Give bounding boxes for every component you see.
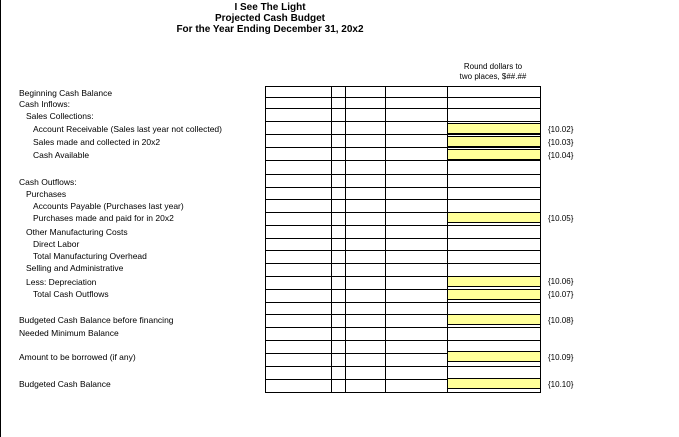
label-needed-minimum-balance: Needed Minimum Balance — [19, 328, 119, 338]
label-total-manufacturing-overhead: Total Manufacturing Overhead — [33, 251, 147, 261]
input-less-depreciation[interactable] — [447, 276, 541, 287]
grid-hline — [265, 121, 541, 122]
grid-hline — [265, 327, 541, 328]
sheet-left-border — [0, 0, 1, 437]
grid-vline — [385, 86, 386, 392]
label-purchases-made-paid: Purchases made and paid for in 20x2 — [33, 213, 174, 223]
ref-10-02: {10.02} — [548, 125, 574, 134]
company-name: I See The Light — [234, 2, 306, 13]
input-total-cash-outflows[interactable] — [447, 289, 541, 300]
report-header — [140, 2, 400, 35]
input-budgeted-cash-balance[interactable] — [447, 378, 541, 389]
grid-hline — [265, 225, 541, 226]
input-amount-borrowed[interactable] — [447, 351, 541, 362]
rounding-note — [448, 62, 538, 82]
label-purchases: Purchases — [26, 189, 67, 199]
label-cash-available: Cash Available — [33, 150, 90, 160]
grid-vline — [345, 86, 346, 392]
grid-hline — [265, 199, 541, 200]
ref-10-03: {10.03} — [548, 138, 574, 147]
rounding-note-line1: Round dollars to — [463, 62, 523, 71]
budget-grid — [265, 86, 541, 426]
ref-10-08: {10.08} — [548, 316, 574, 325]
ref-10-10: {10.10} — [548, 380, 574, 389]
ref-10-07: {10.07} — [548, 290, 574, 299]
label-beginning-cash-balance: Beginning Cash Balance — [19, 88, 113, 98]
label-selling-admin: Selling and Administrative — [26, 263, 124, 273]
grid-hline — [265, 263, 541, 264]
rounding-note-line2: two places, $##.## — [459, 72, 527, 81]
grid-hline — [265, 134, 541, 135]
grid-hline — [265, 174, 541, 175]
grid-hline — [265, 302, 541, 303]
input-budgeted-before-financing[interactable] — [447, 314, 541, 325]
label-accounts-payable: Accounts Payable (Purchases last year) — [33, 201, 184, 211]
ref-10-06: {10.06} — [548, 277, 574, 286]
grid-hline — [265, 250, 541, 251]
grid-vline — [265, 86, 266, 392]
ref-10-05: {10.05} — [548, 214, 574, 223]
grid-hline — [265, 366, 541, 367]
label-budgeted-before-financing: Budgeted Cash Balance before financing — [19, 315, 174, 325]
input-sales-made-collected[interactable] — [447, 136, 541, 147]
input-cash-available[interactable] — [447, 149, 541, 160]
label-amount-borrowed: Amount to be borrowed (if any) — [19, 352, 136, 362]
label-cash-outflows: Cash Outflows: — [19, 177, 77, 187]
grid-hline — [265, 108, 541, 109]
grid-hline — [265, 392, 541, 393]
ref-10-04: {10.04} — [548, 151, 574, 160]
label-direct-labor: Direct Labor — [33, 239, 80, 249]
grid-hline — [265, 86, 541, 87]
report-title: Projected Cash Budget — [214, 13, 326, 24]
ref-10-09: {10.09} — [548, 353, 574, 362]
grid-hline — [265, 160, 541, 161]
report-period: For the Year Ending December 31, 20x2 — [176, 24, 364, 35]
grid-vline — [331, 86, 332, 392]
grid-hline — [265, 340, 541, 341]
label-budgeted-cash-balance: Budgeted Cash Balance — [19, 379, 111, 389]
grid-hline — [265, 147, 541, 148]
label-account-receivable: Account Receivable (Sales last year not collected) — [33, 124, 222, 134]
label-sales-made-collected: Sales made and collected in 20x2 — [33, 137, 161, 147]
grid-hline — [265, 97, 541, 98]
label-sales-collections: Sales Collections: — [26, 111, 94, 121]
label-other-manufacturing-costs: Other Manufacturing Costs — [26, 227, 128, 237]
label-total-cash-outflows: Total Cash Outflows — [33, 289, 109, 299]
input-account-receivable[interactable] — [447, 123, 541, 134]
label-less-depreciation: Less: Depreciation — [26, 277, 97, 287]
label-cash-inflows: Cash Inflows: — [19, 99, 71, 109]
grid-hline — [265, 187, 541, 188]
input-purchases-made-paid[interactable] — [447, 212, 541, 223]
grid-hline — [265, 238, 541, 239]
